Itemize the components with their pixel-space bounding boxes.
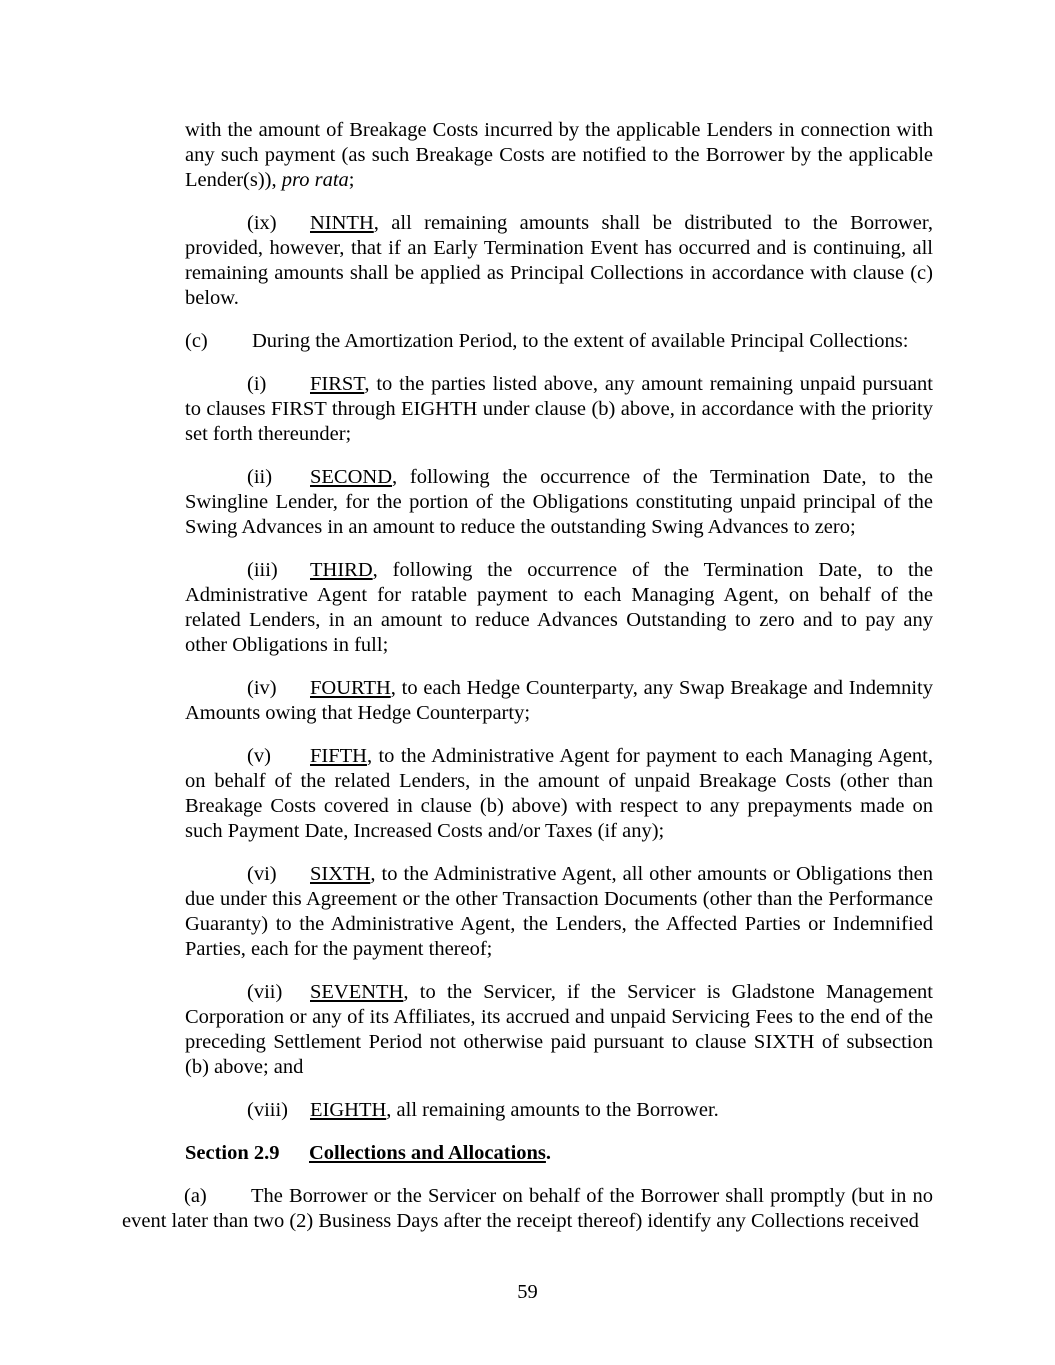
clause-marker: (iii) [247, 559, 278, 581]
subsection-text: During the Amortization Period, to the extent of available Principal Collections: [252, 330, 909, 352]
indented-clause-block [185, 118, 933, 1166]
clause-marker: (vii) [247, 981, 283, 1003]
clause-marker: (i) [247, 373, 267, 395]
clause-marker: (ii) [247, 466, 273, 488]
paragraph-tail: ; [348, 169, 355, 191]
clause-item-vi [185, 862, 933, 962]
clause-keyword: FOURTH [310, 677, 391, 699]
clause-text: , to each Hedge Counterparty, any Swap Breakage and Indemnity Amounts owing that Hedge Counterparty; [185, 677, 933, 724]
clause-keyword: SECOND [310, 466, 393, 488]
clause-item-iv [185, 676, 933, 726]
clause-item-i [185, 372, 933, 447]
paragraph-continuation [185, 118, 933, 193]
clause-item-vii [185, 980, 933, 1080]
clause-keyword: FIFTH [310, 745, 367, 767]
clause-item-ix [185, 211, 933, 311]
clause-keyword: SIXTH [310, 863, 371, 885]
subsection-text: The Borrower or the Servicer on behalf of the Borrower shall promptly (but in no event later than two (2) Business Days after the receipt thereof) identify any Collections received [122, 1185, 933, 1232]
clause-text: , all remaining amounts shall be distributed to the Borrower, provided, however, that if an Early Termination Event has occurred and is continuing, all remaining amounts shall be applied as Principal Collections in accordance with clause (c) below. [185, 212, 933, 309]
paragraph-text: with the amount of Breakage Costs incurred by the applicable Lenders in connection with any such payment (as such Breakage Costs are notified to the Borrower by the applicable Lender(s)), [185, 119, 933, 191]
clause-item-ii [185, 465, 933, 540]
clause-item-viii [185, 1098, 933, 1123]
clause-item-v [185, 744, 933, 844]
page-number: 59 [517, 1281, 538, 1303]
clause-keyword: SEVENTH [310, 981, 404, 1003]
clause-text: , following the occurrence of the Termination Date, to the Swingline Lender, for the portion of the Obligations constituting unpaid principal of the Swing Advances in an amount to reduce the outstanding Swing Advances to zero; [185, 466, 933, 538]
clause-keyword: THIRD [310, 559, 373, 581]
clause-marker: (ix) [247, 212, 277, 234]
clause-marker: (iv) [247, 677, 277, 699]
clause-marker: (viii) [247, 1099, 288, 1121]
clause-text: , to the Administrative Agent, all other amounts or Obligations then due under this Agreement or the other Transaction Documents (other than the Performance Guaranty) to the Administrative Agent, the Lenders, the Affected Parties or Indemnified Parties, each for the payment thereof; [185, 863, 933, 960]
section-heading [185, 1141, 933, 1166]
clause-text: , following the occurrence of the Termination Date, to the Administrative Agent for ratable payment to each Managing Agent, on behalf of the related Lenders, in an amount to reduce Advances Outstanding to zero and to pay any other Obligations in full; [185, 559, 933, 656]
section-number: Section 2.9 [185, 1142, 280, 1164]
clause-marker: (vi) [247, 863, 277, 885]
clause-keyword: NINTH [310, 212, 374, 234]
subsection-marker: (a) [184, 1185, 207, 1207]
subsection-a [122, 1184, 933, 1234]
clause-item-iii [185, 558, 933, 658]
subsection-marker: (c) [185, 330, 208, 352]
section-title-period: . [545, 1142, 552, 1164]
italic-phrase: pro rata [281, 169, 349, 191]
subsection-c [185, 329, 933, 354]
clause-text: , to the Servicer, if the Servicer is Gladstone Management Corporation or any of its Affiliates, its accrued and unpaid Servicing Fees to the end of the preceding Settlement Period not otherwise paid pursuant to clause SIXTH of subsection (b) above; and [185, 981, 933, 1078]
section-title: Collections and Allocations [309, 1142, 546, 1164]
clause-text: , all remaining amounts to the Borrower. [386, 1099, 719, 1121]
clause-text: , to the parties listed above, any amount remaining unpaid pursuant to clauses FIRST through EIGHTH under clause (b) above, in accordance with the priority set forth thereunder; [185, 373, 933, 445]
clause-marker: (v) [247, 745, 271, 767]
clause-keyword: EIGHTH [310, 1099, 387, 1121]
clause-text: , to the Administrative Agent for payment to each Managing Agent, on behalf of the related Lenders, in the amount of unpaid Breakage Costs (other than Breakage Costs covered in clause (b) above) with respect to any prepayments made on such Payment Date, Increased Costs and/or Taxes (if any); [185, 745, 933, 842]
clause-keyword: FIRST [310, 373, 365, 395]
